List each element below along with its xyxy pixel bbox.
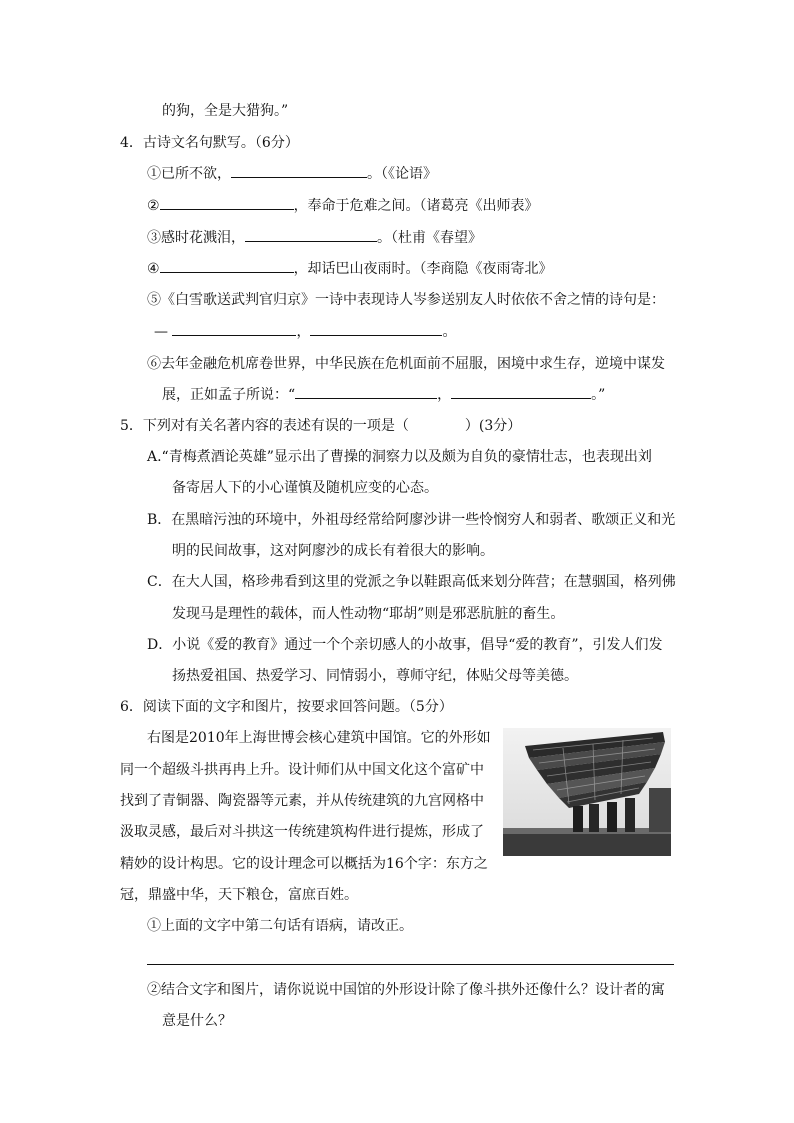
q5-stem: 5．下列对有关名著内容的表述有误的一项是（: [120, 418, 409, 434]
q4-item-5-blank-2[interactable]: [310, 322, 442, 336]
q4-item-6-comma: ，: [437, 387, 452, 403]
q4-item-2: [147, 196, 539, 216]
q4-item-6-end: 。”: [591, 387, 606, 403]
q4-item-3-blank[interactable]: [245, 228, 377, 242]
q4-item-6-blank-1[interactable]: [295, 385, 437, 399]
q4-item-6-prefix: 展，正如孟子所说：“: [162, 387, 296, 403]
q4-item-2-blank[interactable]: [160, 196, 294, 210]
q4-item-2-prefix: ②: [147, 198, 160, 214]
q4-item-4-blank[interactable]: [160, 259, 294, 273]
q6-paragraph-line-4: 汲取灵感，最后对斗拱这一传统建筑构件进行提炼，形成了: [120, 824, 484, 840]
q4-item-1-prefix: ①已所不欲，: [147, 166, 231, 182]
china-pavilion-photo: [503, 728, 671, 856]
q4-item-3-source: 。（杜甫《春望》: [377, 230, 482, 246]
q4-item-4: [147, 259, 553, 279]
q5-option-a-line-2: 备寄居人下的小心谨慎及随机应变的心态。: [172, 480, 438, 496]
continuation-text: 的狗，全是大猎狗。”: [162, 103, 289, 119]
q6-sub-question-1: ①上面的文字中第二句话有语病，请改正。: [147, 918, 413, 934]
q5-option-c-line-1: C．在大人国，格珍弗看到这里的党派之争以鞋跟高低来划分阵营；在慧骃国，格列佛: [147, 574, 676, 590]
q4-item-5-prompt: ⑤《白雪歌送武判官归京》一诗中表现诗人岑参送别友人时依依不舍之情的诗句是：: [147, 292, 665, 308]
q6-paragraph-line-5: 精妙的设计构思。它的设计理念可以概括为16个字：东方之: [120, 856, 488, 872]
q4-item-6-answer: [162, 385, 605, 405]
q5-option-c-line-2: 发现马是理性的载体，而人性动物“耶胡”则是邪恶肮脏的畜生。: [172, 606, 565, 622]
q5-points: ）(3分）: [464, 418, 522, 434]
q4-item-5-comma: ，: [296, 324, 311, 340]
q4-item-3-prefix: ③感时花溅泪，: [147, 230, 245, 246]
q4-item-1: [147, 164, 437, 184]
q6-answer-line[interactable]: [147, 964, 674, 965]
q4-item-3: [147, 228, 482, 248]
q4-item-5-blank-1[interactable]: [172, 322, 296, 336]
q6-paragraph-line-6: 冠，鼎盛中华，天下粮仓，富庶百姓。: [120, 887, 358, 903]
question-5-heading: [120, 416, 521, 436]
q5-option-b-line-1: B．在黑暗污浊的环境中，外祖母经常给阿廖沙讲一些怜悯穷人和弱者、歌颂正义和光: [147, 512, 676, 528]
q4-item-2-source: ，奉命于危难之间。（诸葛亮《出师表》: [293, 198, 539, 214]
q6-paragraph-line-3: 找到了青铜器、陶瓷器等元素，并从传统建筑的九宫网格中: [120, 793, 484, 809]
q4-item-6-prompt: ⑥去年金融危机席卷世界，中华民族在危机面前不屈服，困境中求生存，逆境中谋发: [147, 356, 665, 372]
q5-option-d-line-2: 扬热爱祖国、热爱学习、同情弱小，尊师守纪，体贴父母等美德。: [172, 668, 578, 684]
q4-item-5-dash: —: [154, 324, 168, 340]
q6-sub-question-2-line-2: 意是什么？: [162, 1013, 232, 1029]
q5-option-b-line-2: 明的民间故事，这对阿廖沙的成长有着很大的影响。: [172, 543, 494, 559]
q4-item-5-answer: [154, 322, 456, 342]
q4-item-1-source: 。（《论语》: [367, 166, 437, 182]
q4-item-1-blank[interactable]: [231, 164, 367, 178]
q4-item-4-source: ，却话巴山夜雨时。（李商隐《夜雨寄北》: [293, 261, 553, 277]
q4-item-6-blank-2[interactable]: [451, 385, 591, 399]
question-6-heading: 6．阅读下面的文字和图片，按要求回答问题。（5分）: [120, 699, 453, 715]
q4-item-5-period: 。: [442, 324, 457, 340]
question-4-heading: 4．古诗文名句默写。（6分）: [120, 135, 299, 151]
q5-option-d-line-1: D．小说《爱的教育》通过一个个亲切感人的小故事，倡导“爱的教育”，引发人们发: [147, 637, 663, 653]
q6-sub-question-2-line-1: ②结合文字和图片，请你说说中国馆的外形设计除了像斗拱外还像什么？设计者的寓: [147, 982, 665, 998]
q5-option-a-line-1: A.“青梅煮酒论英雄”显示出了曹操的洞察力以及颇为自负的豪情壮志，也表现出刘: [147, 449, 652, 465]
q6-paragraph-line-2: 同一个超级斗拱再冉上升。设计师们从中国文化这个富矿中: [120, 762, 484, 778]
q6-paragraph-line-1: 右图是2010年上海世博会核心建筑中国馆。它的外形如: [147, 730, 491, 746]
q4-item-4-prefix: ④: [147, 261, 160, 277]
